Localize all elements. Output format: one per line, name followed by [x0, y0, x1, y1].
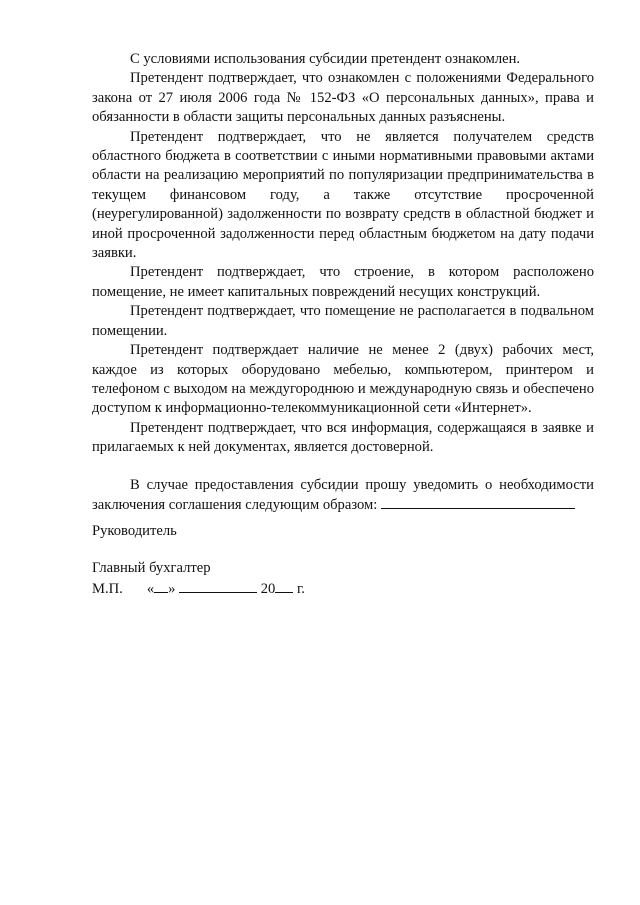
paragraph-personal-data: Претендент подтверждает, что ознакомлен с положениями Федерального закона от 27 июля 2006 года № 152-ФЗ «О персональных данных», права и обязанности в области защиты персональных данных разъяснены. [92, 70, 594, 126]
date-close-quote: » [168, 581, 176, 597]
head-signature-label: Руководитель [92, 523, 177, 539]
stamp-date-row [92, 579, 305, 599]
date-open-quote: « [146, 581, 155, 597]
paragraph-building: Претендент подтверждает, что строение, в котором расположено помещение, не имеет капитальных повреждений несущих конструкций. [92, 264, 594, 300]
date-month-field[interactable] [179, 579, 257, 593]
paragraph-budget: Претендент подтверждает, что не является получателем средств областного бюджета в соответствии с иными нормативными правовыми актами области на реализацию мероприятий по популяризации предпринимательства в текущем финансовом году, а также отсутствие просроченной (неурегулированной) задолженности по возврату средств в областной бюджет и иной просроченной задолженности перед областным бюджетом на дату подачи заявки. [92, 128, 594, 262]
paragraph-basement: Претендент подтверждает, что помещение не располагается в подвальном помещении. [92, 303, 594, 339]
year-suffix: г. [296, 581, 305, 597]
paragraph-conditions: С условиями использования субсидии претендент ознакомлен. [130, 51, 521, 67]
paragraph-reliability: Претендент подтверждает, что вся информация, содержащаяся в заявке и прилагаемых к ней документах, является достоверной. [92, 419, 594, 456]
year-prefix: 20 [260, 581, 276, 597]
date-year-field[interactable] [275, 579, 293, 593]
notification-text: В случае предоставления субсидии прошу уведомить о необходимости заключения соглашения следующим образом: [92, 476, 594, 513]
notification-method-field[interactable] [381, 495, 575, 509]
accountant-signature-label: Главный бухгалтер [92, 560, 211, 576]
stamp-label: М.П. [92, 581, 123, 597]
paragraph-workplaces: Претендент подтверждает наличие не менее 2 (двух) рабочих мест, каждое из которых оборудовано мебелью, компьютером, принтером и телефоном с выходом на междугороднюю и международную связь и обеспечено доступом к информационно-телекоммуникационной сети «Интернет». [92, 342, 594, 417]
document-body [92, 50, 594, 515]
date-day-field[interactable] [154, 579, 168, 593]
paragraph-notification [92, 476, 594, 516]
